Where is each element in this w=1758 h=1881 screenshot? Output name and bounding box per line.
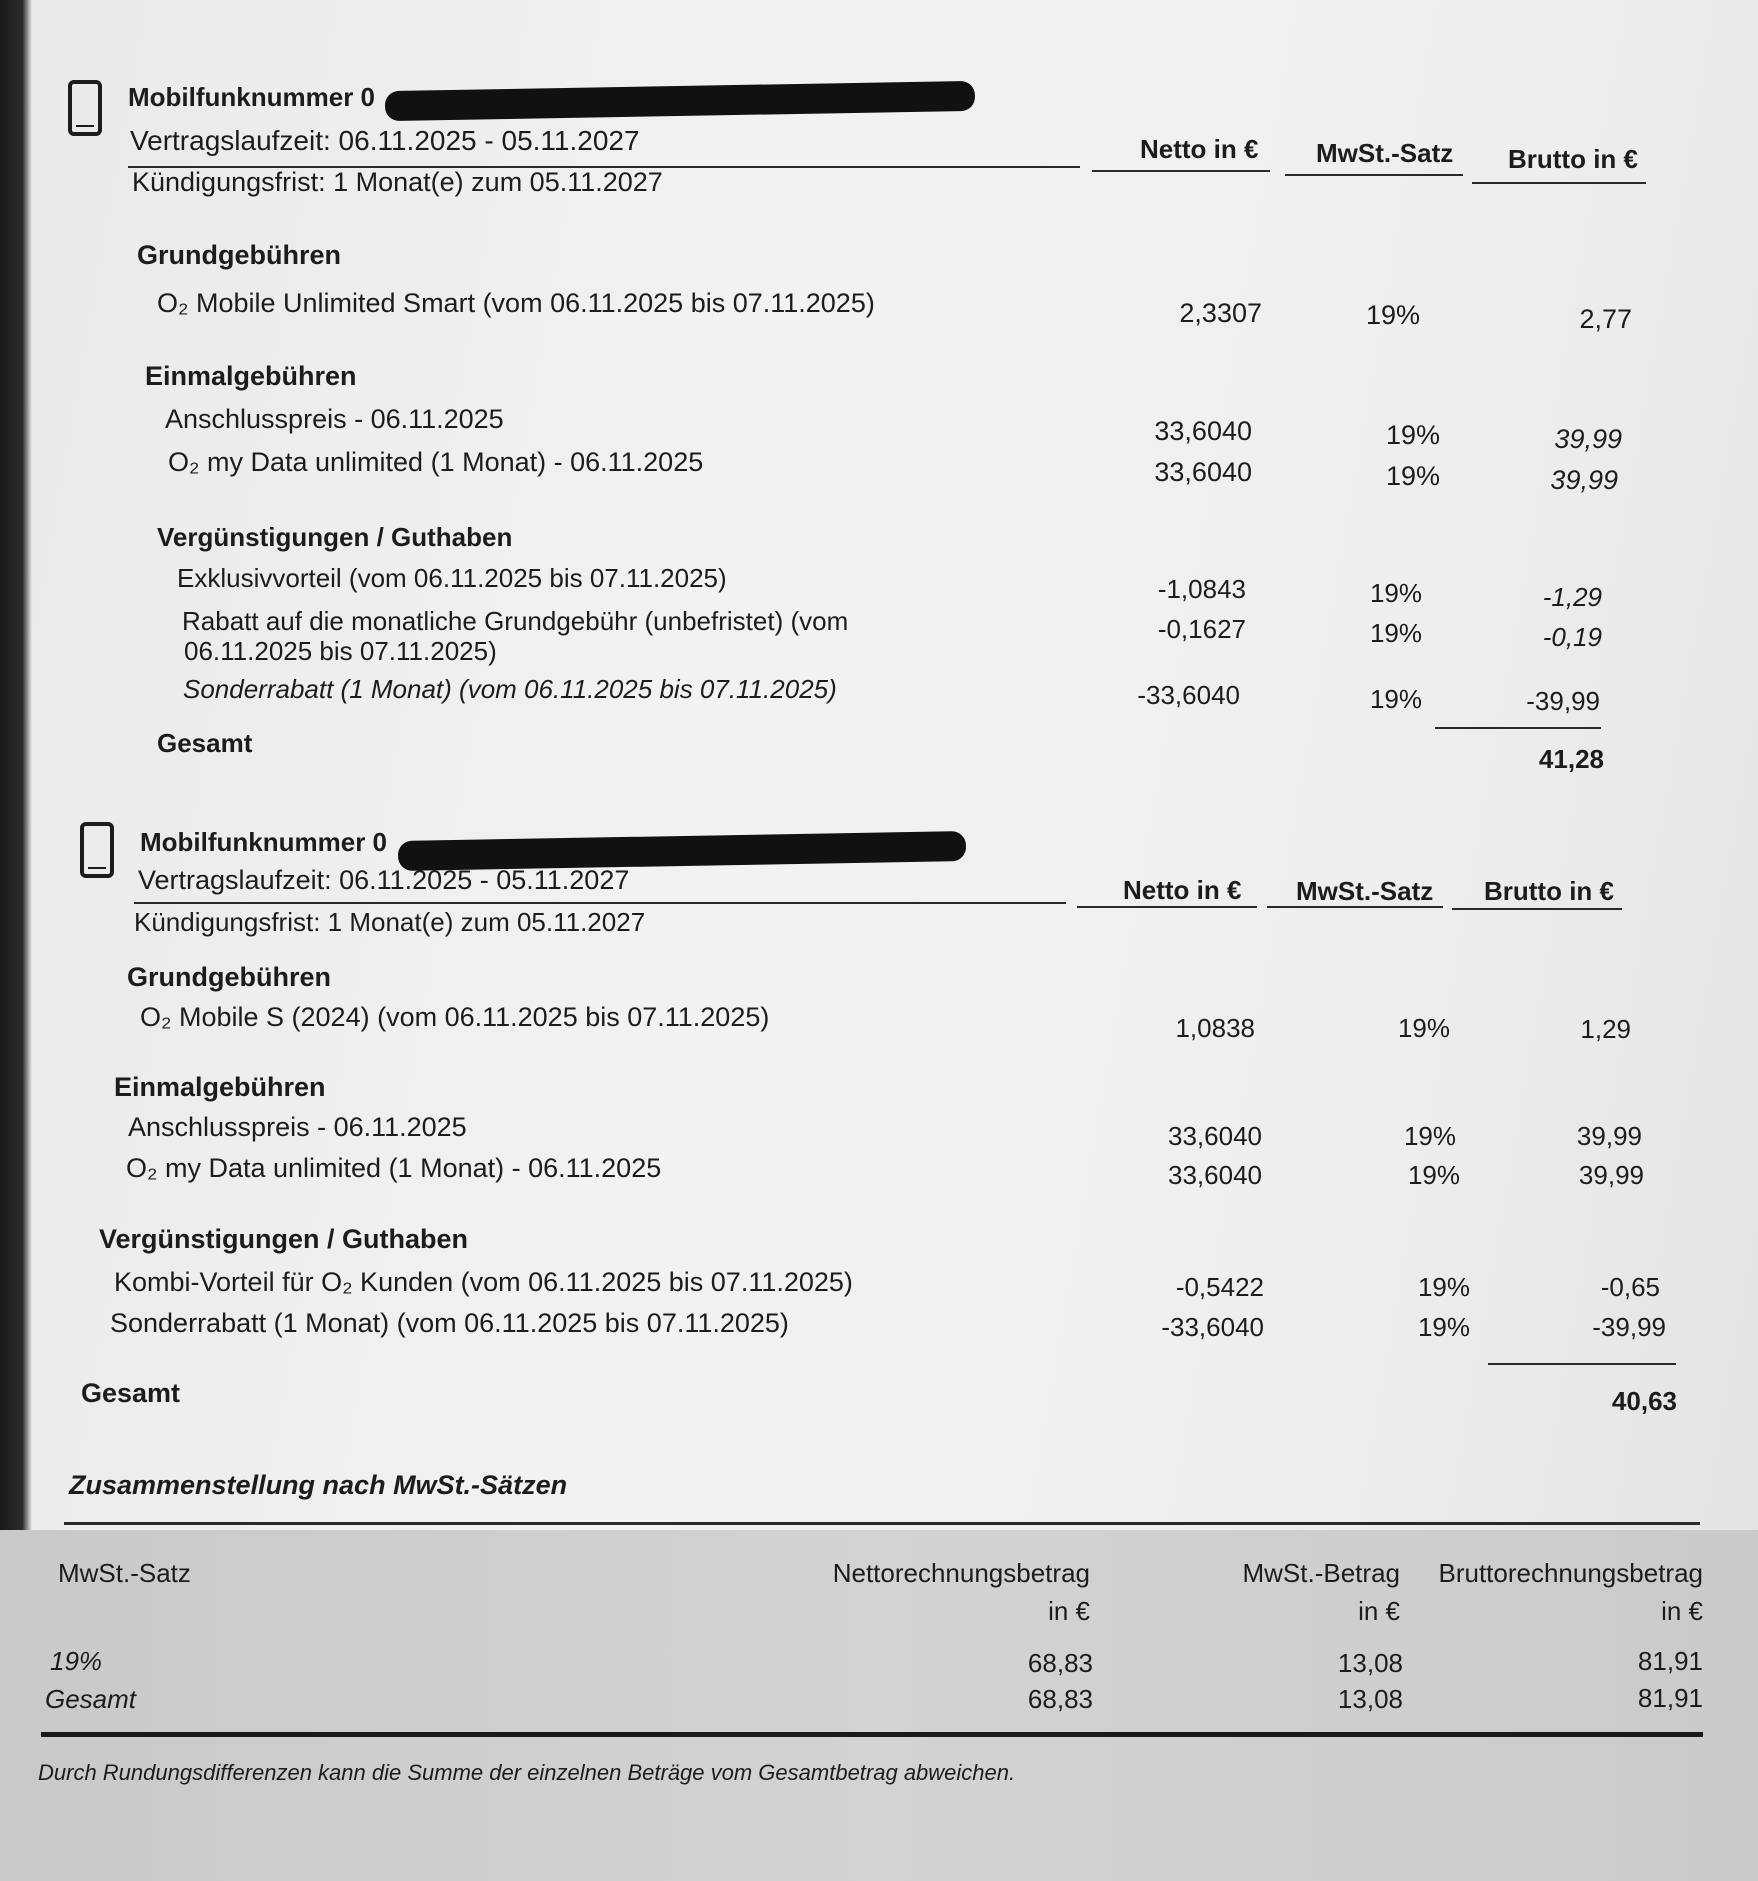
block2-notice: Kündigungsfrist: 1 Monat(e) zum 05.11.2027 [134, 907, 646, 937]
line-item-desc: Exklusivvorteil (vom 06.11.2025 bis 07.11.2025) [177, 563, 727, 593]
mobile-phone-icon [68, 80, 102, 136]
line-item-brutto: -1,29 [1542, 582, 1602, 612]
summary-row-mwst: 13,08 [1337, 1684, 1403, 1714]
line-item-desc: Sonderrabatt (1 Monat) (vom 06.11.2025 bis 07.11.2025) [110, 1308, 789, 1338]
line-item-mwst: 19% [1407, 1160, 1460, 1190]
line-item-mwst: 19% [1385, 420, 1440, 450]
line-item-mwst: 19% [1369, 618, 1422, 648]
block1-notice: Kündigungsfrist: 1 Monat(e) zum 05.11.2027 [132, 167, 663, 197]
line-item-netto: -33,6040 [1137, 680, 1240, 710]
block2-term: Vertragslaufzeit: 06.11.2025 - 05.11.2027 [138, 865, 630, 895]
line-item-brutto: -39,99 [1526, 686, 1600, 716]
line-item-netto: 1,0838 [1175, 1013, 1255, 1043]
paper-edge-shadow [0, 0, 32, 1530]
line-item-netto: -0,5422 [1175, 1272, 1264, 1302]
col-underline [1285, 174, 1463, 176]
line-item-brutto: -0,65 [1600, 1272, 1660, 1302]
block2-total-label: Gesamt [81, 1378, 181, 1408]
summary-col-brutto-unit: in € [1661, 1596, 1703, 1626]
block2-header-line [134, 902, 1066, 904]
line-item-netto: -33,6040 [1161, 1312, 1264, 1342]
summary-col-mwst-unit: in € [1358, 1596, 1400, 1626]
total-underline [1435, 727, 1601, 729]
line-item-netto: 33,6040 [1168, 1121, 1262, 1151]
block1-term: Vertragslaufzeit: 06.11.2025 - 05.11.2027 [130, 125, 640, 156]
col-underline [1092, 170, 1270, 172]
line-item-brutto: 1,29 [1580, 1014, 1631, 1044]
col-underline [1077, 906, 1257, 908]
summary-title: Zusammenstellung nach MwSt.-Sätzen [69, 1470, 568, 1500]
line-item-desc: Sonderrabatt (1 Monat) (vom 06.11.2025 bis 07.11.2025) [183, 674, 837, 704]
summary-col-brutto: Bruttorechnungsbetrag [1438, 1558, 1703, 1588]
col-underline [1472, 182, 1646, 184]
block1-col-mwst: MwSt.-Satz [1316, 138, 1454, 168]
block1-total-label: Gesamt [157, 728, 253, 758]
line-item-netto: 2,3307 [1179, 298, 1262, 328]
block1-sec-einmal: Einmalgebühren [145, 361, 357, 391]
block1-col-brutto: Brutto in € [1508, 144, 1638, 174]
mobile-phone-icon [80, 822, 114, 878]
line-item-desc: Rabatt auf die monatliche Grundgebühr (unbefristet) (vom [182, 606, 849, 636]
line-item-brutto: 39,99 [1578, 1160, 1644, 1190]
line-item-mwst: 19% [1369, 578, 1422, 608]
line-item-desc: O₂ my Data unlimited (1 Monat) - 06.11.2025 [168, 447, 704, 477]
line-item-mwst: 19% [1369, 684, 1422, 714]
summary-footnote: Durch Rundungsdifferenzen kann die Summe der einzelnen Beträge vom Gesamtbetrag abweichen. [38, 1760, 1016, 1785]
summary-col-rate: MwSt.-Satz [58, 1558, 191, 1588]
summary-row-rate: Gesamt [45, 1684, 137, 1714]
line-item-desc: Anschlusspreis - 06.11.2025 [128, 1112, 467, 1142]
summary-row-mwst: 13,08 [1337, 1648, 1403, 1678]
block2-total-value: 40,63 [1611, 1386, 1677, 1416]
line-item-desc: O₂ my Data unlimited (1 Monat) - 06.11.2025 [126, 1153, 662, 1183]
summary-row-brutto: 81,91 [1637, 1646, 1703, 1676]
line-item-mwst: 19% [1365, 300, 1420, 330]
line-item-desc: O₂ Mobile S (2024) (vom 06.11.2025 bis 07.11.2025) [140, 1002, 770, 1032]
block1-sec-verg: Vergünstigungen / Guthaben [157, 522, 513, 552]
block2-sec-grund: Grundgebühren [127, 962, 331, 992]
summary-row-rate: 19% [50, 1646, 103, 1676]
line-item-mwst: 19% [1397, 1013, 1450, 1043]
block2-col-mwst: MwSt.-Satz [1296, 876, 1434, 906]
line-item-mwst: 19% [1403, 1121, 1456, 1151]
block2-sec-verg: Vergünstigungen / Guthaben [99, 1224, 469, 1254]
line-item-netto: 33,6040 [1154, 416, 1252, 446]
block2-number-label: Mobilfunknummer 0 [140, 827, 388, 857]
line-item-brutto: -39,99 [1592, 1312, 1666, 1342]
line-item-brutto: 2,77 [1579, 304, 1632, 334]
summary-col-netto-unit: in € [1048, 1596, 1090, 1626]
line-item-brutto: 39,99 [1554, 424, 1622, 454]
line-item-desc: Anschlusspreis - 06.11.2025 [165, 404, 504, 434]
summary-bottom-line [41, 1732, 1703, 1737]
line-item-brutto: 39,99 [1576, 1121, 1642, 1151]
line-item-mwst: 19% [1417, 1312, 1470, 1342]
block1-total-value: 41,28 [1538, 744, 1604, 774]
line-item-netto: -0,1627 [1157, 614, 1246, 644]
line-item-mwst: 19% [1385, 461, 1440, 491]
line-item-desc-cont: 06.11.2025 bis 07.11.2025) [184, 636, 497, 666]
block2-sec-einmal: Einmalgebühren [114, 1072, 326, 1102]
line-item-netto: 33,6040 [1168, 1160, 1262, 1190]
line-item-brutto: 39,99 [1550, 465, 1618, 495]
line-item-netto: -1,0843 [1157, 574, 1246, 604]
line-item-desc: O₂ Mobile Unlimited Smart (vom 06.11.2025 bis 07.11.2025) [157, 288, 875, 318]
summary-row-netto: 68,83 [1027, 1648, 1093, 1678]
line-item-netto: 33,6040 [1154, 457, 1252, 487]
summary-col-mwst: MwSt.-Betrag [1242, 1558, 1400, 1588]
block2-col-netto: Netto in € [1123, 875, 1242, 905]
summary-col-netto: Nettorechnungsbetrag [832, 1558, 1090, 1588]
line-item-mwst: 19% [1417, 1272, 1470, 1302]
block2-col-brutto: Brutto in € [1484, 876, 1614, 906]
summary-top-line [64, 1522, 1700, 1525]
line-item-desc: Kombi-Vorteil für O₂ Kunden (vom 06.11.2025 bis 07.11.2025) [114, 1267, 853, 1297]
line-item-brutto: -0,19 [1542, 622, 1602, 652]
block1-col-netto: Netto in € [1140, 134, 1259, 164]
summary-row-brutto: 81,91 [1637, 1683, 1703, 1713]
total-underline [1488, 1363, 1676, 1365]
block1-number-label: Mobilfunknummer 0 [128, 82, 376, 112]
col-underline [1267, 906, 1443, 908]
redacted-number [385, 81, 975, 121]
block1-sec-grund: Grundgebühren [137, 240, 341, 270]
col-underline [1452, 908, 1622, 910]
summary-row-netto: 68,83 [1027, 1684, 1093, 1714]
